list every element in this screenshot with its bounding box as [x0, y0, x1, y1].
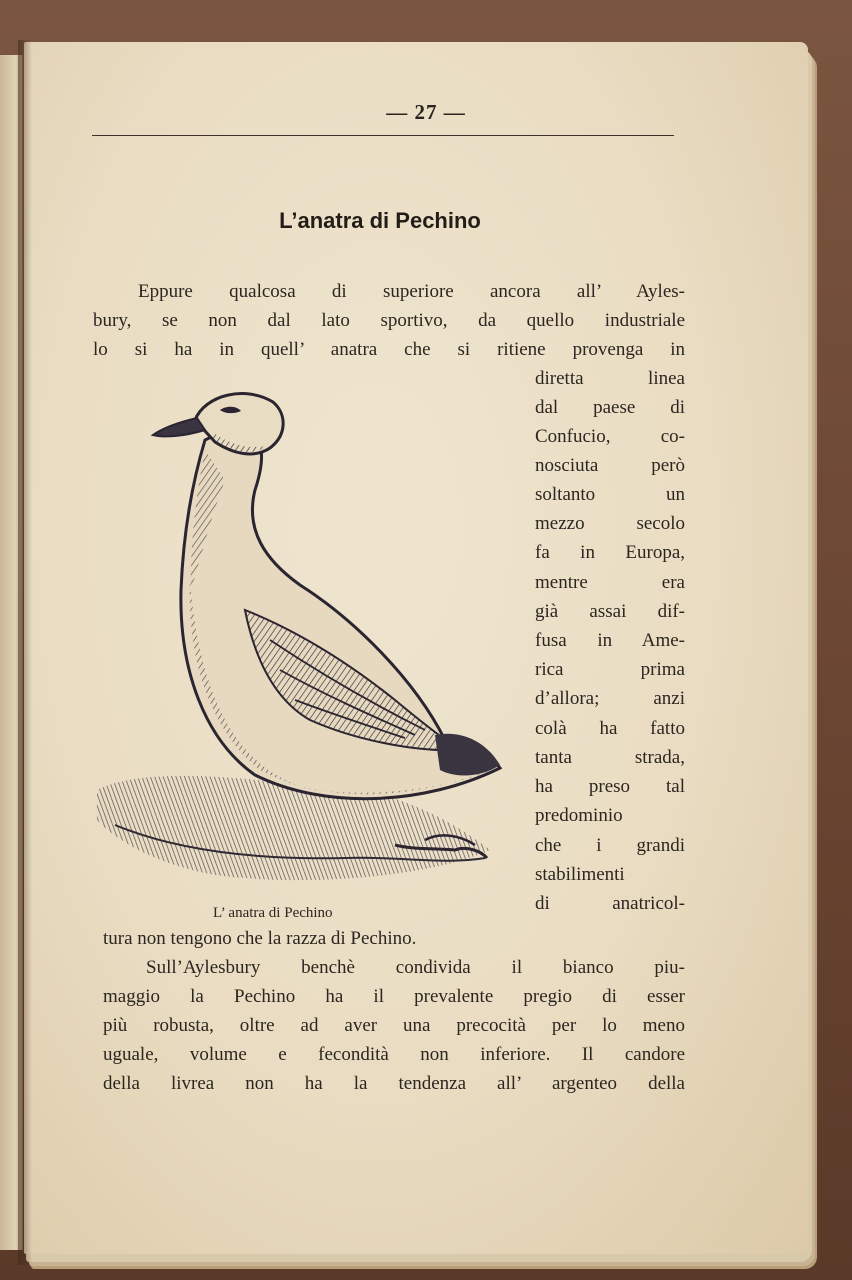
- text-line: diretta linea: [535, 368, 685, 389]
- text-line: ha preso tal: [535, 776, 685, 797]
- text-line: già assai dif-: [535, 601, 685, 622]
- text-line: dal paese di: [535, 397, 685, 418]
- text-line: mezzo secolo: [535, 513, 685, 534]
- text-line: rica prima: [535, 659, 685, 680]
- text-line: predominio: [535, 805, 623, 826]
- text-line: mentre era: [535, 572, 685, 593]
- text-line: di anatricol-: [535, 893, 685, 914]
- text-line: Eppure qualcosa di superiore ancora all’ Ayles-: [138, 281, 685, 302]
- text-line: lo si ha in quell’ anatra che si ritiene provenga in: [93, 339, 685, 360]
- duck-illustration: [95, 380, 510, 900]
- text-line: fa in Europa,: [535, 542, 685, 563]
- figure-caption: L’ anatra di Pechino: [213, 905, 333, 921]
- text-line: tura non tengono che la razza di Pechino.: [103, 928, 417, 949]
- duck-engraving-icon: [95, 380, 510, 900]
- text-line: bury, se non dal lato sportivo, da quello industriale: [93, 310, 685, 331]
- text-line: della livrea non ha la tendenza all’ argenteo della: [103, 1073, 685, 1094]
- text-line: Confucio, co-: [535, 426, 685, 447]
- header-rule: [92, 135, 674, 136]
- text-line: maggio la Pechino ha il prevalente pregio di esser: [103, 986, 685, 1007]
- text-line: soltanto un: [535, 484, 685, 505]
- text-line: Sull’Aylesbury benchè condivida il bianco piu-: [146, 957, 685, 978]
- text-line: più robusta, oltre ad aver una precocità per lo meno: [103, 1015, 685, 1036]
- text-line: stabilimenti: [535, 864, 625, 885]
- page-number: — 27 —: [386, 100, 466, 124]
- text-line: che i grandi: [535, 835, 685, 856]
- text-line: d’allora; anzi: [535, 688, 685, 709]
- text-line: colà ha fatto: [535, 718, 685, 739]
- text-line: uguale, volume e fecondità non inferiore. Il candore: [103, 1044, 685, 1065]
- text-line: nosciuta però: [535, 455, 685, 476]
- section-heading: L’anatra di Pechino: [279, 208, 481, 233]
- text-line: tanta strada,: [535, 747, 685, 768]
- text-line: fusa in Ame-: [535, 630, 685, 651]
